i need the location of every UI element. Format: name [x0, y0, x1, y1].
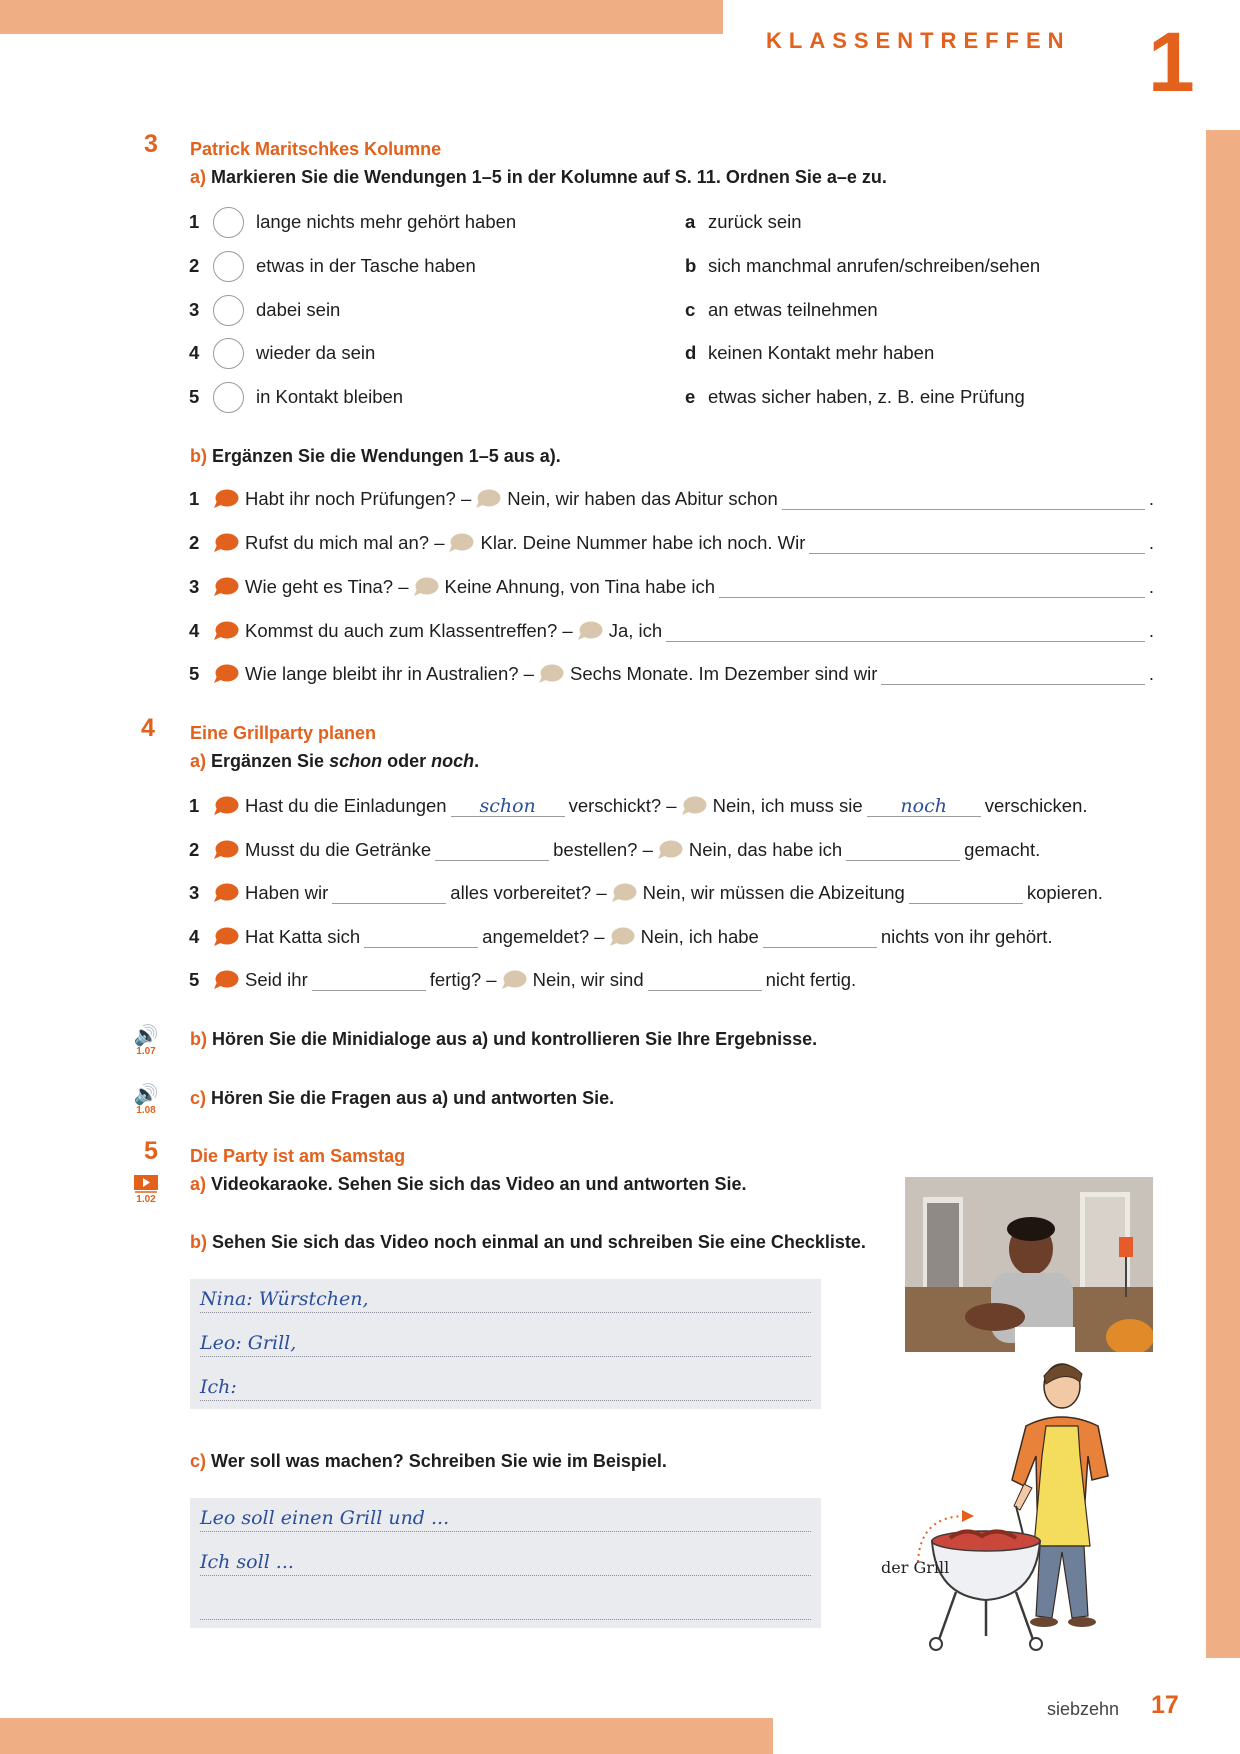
- exercise-5-number: 5: [144, 1137, 158, 1165]
- item-number: 5: [189, 663, 200, 684]
- audio-track-107[interactable]: 🔊 1.07: [131, 1026, 161, 1057]
- option-text: zurück sein: [708, 211, 802, 232]
- answer-blank[interactable]: [809, 532, 1144, 554]
- writing-box[interactable]: [190, 1498, 821, 1628]
- exercise-3-number: 3: [144, 130, 158, 158]
- option-letter: c: [685, 299, 696, 320]
- dialogue-row: [189, 485, 1154, 513]
- question-text: Rufst du mich mal an? –: [245, 532, 445, 553]
- item-number: 2: [189, 255, 200, 276]
- speech-bubble-question-icon: [213, 533, 239, 553]
- question-text: bestellen? –: [553, 839, 653, 860]
- period: .: [1148, 488, 1154, 509]
- match-option: [685, 336, 934, 370]
- match-option: [685, 205, 802, 239]
- answer-circle[interactable]: [213, 251, 244, 282]
- speech-bubble-answer-icon: [538, 664, 564, 684]
- answer-circle[interactable]: [213, 207, 244, 238]
- dialogue-row: [189, 966, 856, 994]
- answer-text: Nein, wir müssen die Abizeitung: [642, 882, 905, 903]
- phrase-text: etwas in der Tasche haben: [256, 255, 476, 276]
- exercise-4-title: Eine Grillparty planen: [190, 723, 377, 743]
- page-word: siebzehn: [1047, 1699, 1120, 1719]
- video-still-photo: [905, 1177, 1153, 1352]
- answer-text: verschicken.: [984, 795, 1088, 816]
- question-text: fertig? –: [429, 969, 497, 990]
- speech-bubble-question-icon: [213, 970, 239, 990]
- item-number: 5: [189, 969, 200, 990]
- answer-blank[interactable]: [763, 926, 877, 948]
- question-text: Musst du die Getränke: [245, 839, 432, 860]
- exercise-5a-instruction: a) Videokaraoke. Sehen Sie sich das Video an und antworten Sie.: [190, 1174, 747, 1194]
- video-track-102[interactable]: 1.02: [131, 1174, 161, 1205]
- answer-blank[interactable]: [666, 620, 1145, 642]
- writing-line: [200, 1590, 811, 1620]
- exercise-3-title: Patrick Maritschkes Kolumne: [190, 139, 442, 159]
- speech-bubble-question-icon: [213, 883, 239, 903]
- answer-text: Sechs Monate. Im Dezember sind wir: [569, 663, 878, 684]
- answer-text: nicht fertig.: [765, 969, 857, 990]
- item-number: 5: [189, 386, 200, 407]
- checklist-line: Leo: Grill,: [200, 1327, 811, 1357]
- answer-text: kopieren.: [1026, 882, 1103, 903]
- speech-bubble-question-icon: [213, 927, 239, 947]
- match-item: [189, 205, 516, 239]
- option-letter: a: [685, 211, 696, 232]
- answer-text: Nein, ich habe: [640, 926, 759, 947]
- writing-line: Leo soll einen Grill und ...: [200, 1502, 811, 1532]
- answer-text: Nein, wir haben das Abitur schon: [507, 488, 778, 509]
- answer-blank[interactable]: [648, 969, 762, 991]
- speech-bubble-question-icon: [213, 577, 239, 597]
- match-option: [685, 380, 1025, 414]
- speech-bubble-question-icon: [213, 489, 239, 509]
- question-text: alles vorbereitet? –: [450, 882, 607, 903]
- speech-bubble-answer-icon: [609, 927, 635, 947]
- item-number: 1: [189, 795, 200, 816]
- speech-bubble-answer-icon: [611, 883, 637, 903]
- question-text: Wie geht es Tina? –: [245, 576, 409, 597]
- dialogue-row: [189, 923, 1053, 951]
- match-item: [189, 293, 340, 327]
- answer-blank[interactable]: [782, 488, 1145, 510]
- period: .: [1148, 620, 1154, 641]
- match-item: [189, 336, 375, 370]
- exercise-4b-instruction: b) Hören Sie die Minidialoge aus a) und kontrollieren Sie Ihre Ergebnisse.: [190, 1029, 818, 1049]
- dialogue-row: [189, 836, 1040, 864]
- answer-text: Nein, wir sind: [532, 969, 644, 990]
- option-letter: d: [685, 342, 697, 363]
- option-letter: b: [685, 255, 697, 276]
- checklist-box[interactable]: [190, 1279, 821, 1409]
- item-number: 2: [189, 532, 200, 553]
- question-text: Hat Katta sich: [245, 926, 361, 947]
- period: .: [1148, 663, 1154, 684]
- option-letter: e: [685, 386, 696, 407]
- dialogue-row: [189, 529, 1154, 557]
- dialogue-row: [189, 617, 1154, 645]
- speech-bubble-question-icon: [213, 840, 239, 860]
- question-text: Hast du die Einladungen: [245, 795, 447, 816]
- exercise-5b-instruction: b) Sehen Sie sich das Video noch einmal an und schreiben Sie eine Checkliste.: [190, 1232, 866, 1252]
- item-number: 4: [189, 342, 200, 363]
- speech-bubble-answer-icon: [413, 577, 439, 597]
- option-text: an etwas teilnehmen: [708, 299, 878, 320]
- grill-illustration: [876, 1356, 1126, 1651]
- speech-bubble-answer-icon: [577, 621, 603, 641]
- item-number: 3: [189, 299, 200, 320]
- exercise-3b-instruction: b) Ergänzen Sie die Wendungen 1–5 aus a).: [190, 446, 561, 466]
- phrase-text: wieder da sein: [256, 342, 376, 363]
- option-text: sich manchmal anrufen/schreiben/sehen: [708, 255, 1041, 276]
- answer-blank[interactable]: [846, 839, 960, 861]
- exercise-5c-instruction: c) Wer soll was machen? Schreiben Sie wie im Beispiel.: [190, 1451, 667, 1471]
- speech-bubble-question-icon: [213, 621, 239, 641]
- speech-bubble-answer-icon: [657, 840, 683, 860]
- question-text: angemeldet? –: [482, 926, 605, 947]
- answer-circle[interactable]: [213, 295, 244, 326]
- chapter-title: KLASSENTREFFEN: [766, 28, 1071, 53]
- item-number: 4: [189, 926, 200, 947]
- item-number: 1: [189, 488, 200, 509]
- exercise-4a-instruction: a) Ergänzen Sie schon oder noch.: [190, 751, 480, 771]
- answer-circle[interactable]: [213, 382, 244, 413]
- checklist-line: Ich:: [200, 1371, 811, 1401]
- speech-bubble-question-icon: [213, 796, 239, 816]
- answer-blank[interactable]: [312, 969, 426, 991]
- answer-circle[interactable]: [213, 338, 244, 369]
- exercise-3a-instruction: a) Markieren Sie die Wendungen 1–5 in der Kolumne auf S. 11. Ordnen Sie a–e zu.: [190, 167, 887, 187]
- phrase-text: dabei sein: [256, 299, 341, 320]
- speech-bubble-answer-icon: [501, 970, 527, 990]
- answer-text: Nein, ich muss sie: [712, 795, 863, 816]
- audio-track-108[interactable]: 🔊 1.08: [131, 1085, 161, 1116]
- handwritten-answer: schon: [479, 795, 536, 817]
- answer-text: Ja, ich: [608, 620, 663, 641]
- speech-bubble-answer-icon: [475, 489, 501, 509]
- question-text: Wie lange bleibt ihr in Australien? –: [245, 663, 534, 684]
- option-text: keinen Kontakt mehr haben: [708, 342, 935, 363]
- question-text: Habt ihr noch Prüfungen? –: [245, 488, 472, 509]
- question-text: Haben wir: [245, 882, 329, 903]
- answer-blank[interactable]: [435, 839, 549, 861]
- side-color-band: [1206, 130, 1240, 1658]
- match-item: [189, 249, 476, 283]
- match-item: [189, 380, 403, 414]
- exercise-4-number: 4: [141, 714, 155, 742]
- answer-text: Klar. Deine Nummer habe ich noch. Wir: [480, 532, 806, 553]
- exercise-4c-instruction: c) Hören Sie die Fragen aus a) und antworten Sie.: [190, 1088, 615, 1108]
- answer-text: Nein, das habe ich: [688, 839, 843, 860]
- answer-text: nichts von ihr gehört.: [880, 926, 1053, 947]
- answer-blank[interactable]: [364, 926, 478, 948]
- speech-bubble-answer-icon: [681, 796, 707, 816]
- dialogue-row: [189, 573, 1154, 601]
- page-number: 17: [1151, 1691, 1179, 1719]
- speaker-icon: 🔊: [133, 1084, 159, 1106]
- question-text: Seid ihr: [245, 969, 308, 990]
- answer-text: Keine Ahnung, von Tina habe ich: [444, 576, 716, 597]
- phrase-text: lange nichts mehr gehört haben: [256, 211, 517, 232]
- answer-blank[interactable]: [332, 882, 446, 904]
- exercise-5-title: Die Party ist am Samstag: [190, 1146, 406, 1166]
- top-color-band: [0, 0, 723, 34]
- handwritten-answer: noch: [900, 795, 947, 817]
- writing-line: Ich soll ...: [200, 1546, 811, 1576]
- dialogue-row: [189, 792, 1088, 820]
- speaker-icon: 🔊: [133, 1025, 159, 1047]
- item-number: 3: [189, 576, 200, 597]
- question-text: verschickt? –: [568, 795, 677, 816]
- match-option: [685, 249, 1040, 283]
- phrase-text: in Kontakt bleiben: [256, 386, 404, 407]
- answer-blank[interactable]: [881, 663, 1144, 685]
- answer-text: gemacht.: [964, 839, 1041, 860]
- answer-blank[interactable]: [719, 576, 1145, 598]
- bottom-color-band: [0, 1718, 773, 1754]
- answer-blank[interactable]: [867, 795, 981, 817]
- speech-bubble-question-icon: [213, 664, 239, 684]
- checklist-line: Nina: Würstchen,: [200, 1283, 811, 1313]
- match-option: [685, 293, 878, 327]
- item-number: 3: [189, 882, 200, 903]
- dialogue-row: [189, 879, 1103, 907]
- question-text: Kommst du auch zum Klassentreffen? –: [245, 620, 573, 641]
- answer-blank[interactable]: [451, 795, 565, 817]
- item-number: 2: [189, 839, 200, 860]
- answer-blank[interactable]: [909, 882, 1023, 904]
- speech-bubble-answer-icon: [448, 533, 474, 553]
- dialogue-row: [189, 660, 1154, 688]
- option-text: etwas sicher haben, z. B. eine Prüfung: [708, 386, 1025, 407]
- item-number: 4: [189, 620, 200, 641]
- grill-label: der Grill: [881, 1558, 950, 1577]
- video-icon: [133, 1174, 159, 1194]
- item-number: 1: [189, 211, 200, 232]
- chapter-number: 1: [1148, 15, 1195, 109]
- period: .: [1148, 532, 1154, 553]
- period: .: [1148, 576, 1154, 597]
